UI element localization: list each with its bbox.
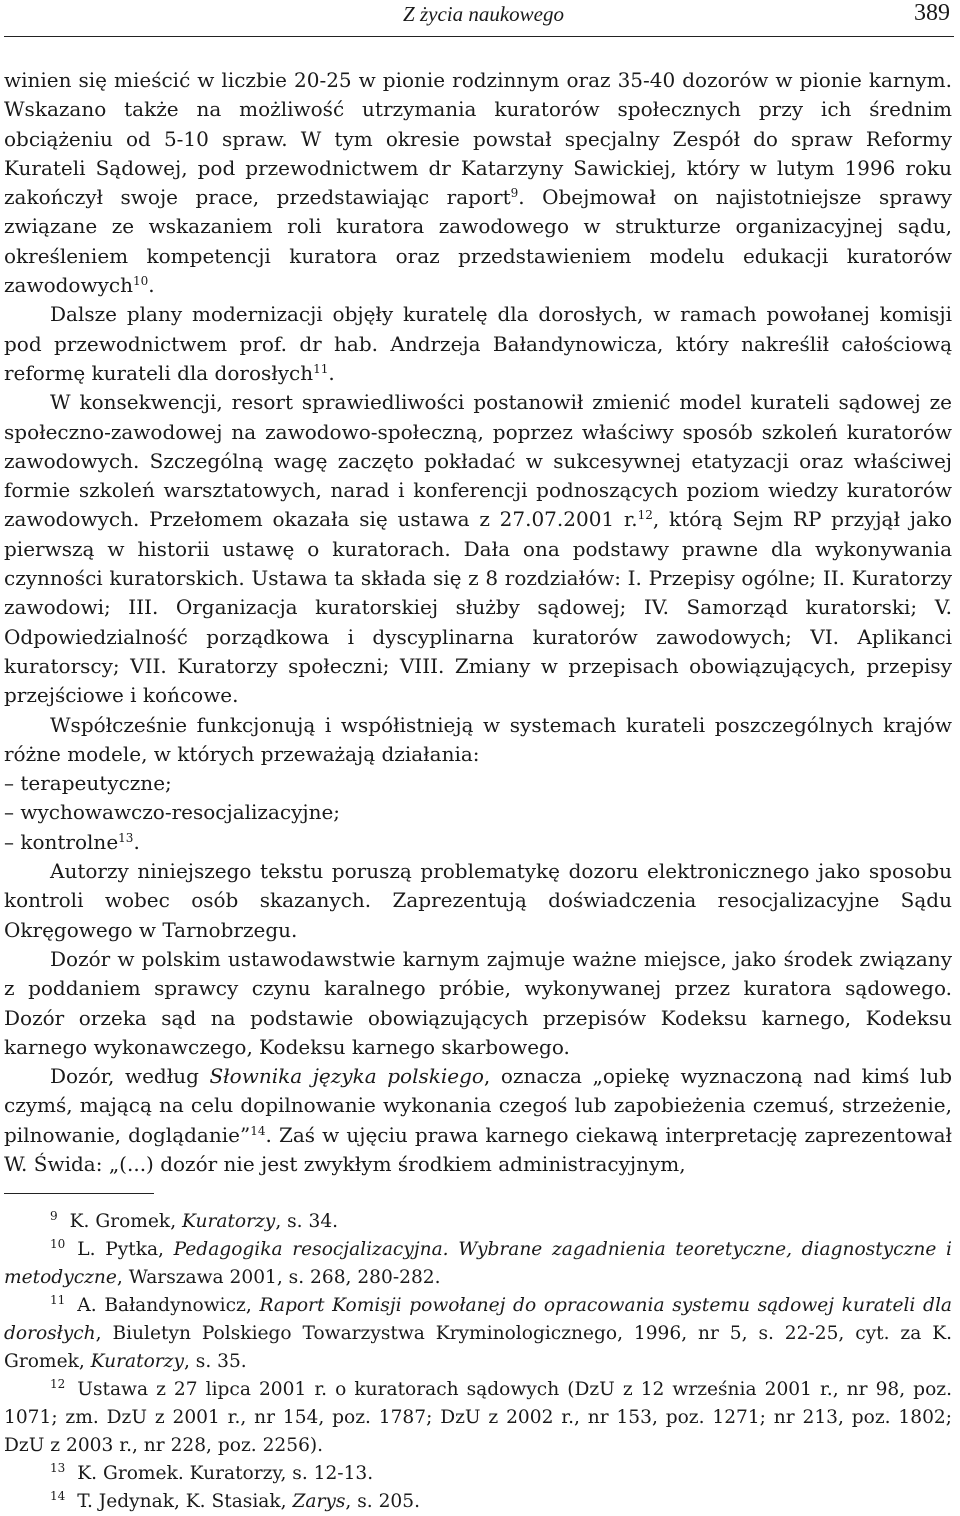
footnote-ref[interactable]: 12 [637,508,653,523]
footnote-12: $^{12}$ Ustawa z 27 lipca 2001 r. o kuratorach sądowych (DzU z 12 września 2001 r., nr 98, poz. 1071; zm. DzU z 2001 r., nr 154, poz. 1787; DzU z 2002 r., nr 153, poz. 1271; nr 213, poz. 1802; DzU z 2003 r., nr 228, poz. 2256). [4,1377,952,1456]
footnote-ref[interactable]: 10 [132,273,149,288]
paragraph: winien się mieścić w liczbie 20-25 w pionie rodzinnym oraz 35-40 dozorów w pionie karnym. Wskazano także na możliwość utrzymania kuratorów społecznych przy ich średnim obciążeniu od 5-10 spraw. W tym okresie powstał specjalny Zespół do spraw Reformy Kurateli Sądowej, pod przewodnictwem dr Katarzyny Sawickiej, który w lutym 1996 roku zakończył swoje prace, przedstawiając raport$^9$. Obejmował on najistotniejsze sprawy związane ze wskazaniem roli kuratora zawodowego w strukturze organizacyjnej sądu, określeniem kompetencji kuratora oraz przedstawieniem modelu edukacji kuratorów zawodowych$^{10}$. [4,68,952,298]
footnote-13: $^{13}$ K. Gromek. Kuratorzy, s. 12-13. [50,1461,374,1484]
footnote-14: $^{14}$ T. Jedynak, K. Stasiak, Zarys, s. 205. [50,1489,420,1512]
paragraph: Dozór w polskim ustawodawstwie karnym zajmuje ważne miejsce, jako środek związany z poddaniem sprawcy czynu karalnego próbie, wykonywanej przez kuratora sądowego. Dozór orzeka sąd na podstawie obowiązujących przepisów Kodeksu karnego, Kodeksu karnego wykonawczego, Kodeksu karnego skarbowego. [4,946,952,1059]
bullet-list [4,769,952,857]
footnote-separator [4,1193,154,1194]
paragraph: W konsekwencji, resort sprawiedliwości postanowił zmienić model kurateli sądowej ze społeczno-zawodowej na zawodowo-społeczną, poprzez właściwy sposób szkoleń kuratorów zawodowych. Szczególną wagę zaczęto pokładać w sukcesywnej etatyzacji oraz właściwej formie szkoleń warsztatowych, narad i konferencji podnoszących poziom wiedzy kuratorów zawodowych. Przełomem okazała się ustawa z 27.07.2001 r.$^{12}$, którą Sejm RP przyjął jako pierwszą w historii ustawę o kuratorach. Dała ona podstawy prawne dla wykonywania czynności kuratorskich. Ustawa ta składa się z 8 rozdziałów: I. Przepisy ogólne; II. Kuratorzy zawodowi; III. Organizacja kuratorskiej służby sądowej; IV. Samorząd kuratorski; V. Odpowiedzialność porządkowa i dyscyplinarna kuratorów zawodowych; VI. Aplikanci kuratorscy; VII. Kuratorzy społeczni; VIII. Zmiany w przepisach obowiązujących, przepisy przejściowe i końcowe. [4,390,953,708]
paragraph: Dozór, według Słownika języka polskiego, oznacza „opiekę wyznaczoną nad kimś lub czymś, mającą na celu dopilnowanie wykonania czegoś lub zapobieżenia czemuś, strzeżenie, pilnowanie, doglądanie”$^{14}$. Zaś w ujęciu prawa karnego ciekawą interpretację zaprezentował W. Świda: „(...) dozór nie jest zwykłym środkiem administracyjnym, [4,1064,952,1176]
list-item: – terapeutyczne; [4,771,172,796]
main-text [4,66,952,1179]
page-number: 389 [914,0,950,26]
paragraph: Autorzy niniejszego tekstu poruszą problematykę dozoru elektronicznego jako sposobu kontroli wobec osób skazanych. Zaprezentują doświadczenia resocjalizacyjne Sądu Okręgowego w Tarnobrzegu. [4,859,952,942]
running-title: Z życia naukowego [403,2,564,26]
footnotes [4,1208,952,1516]
footnote-ref[interactable]: 14 [250,1123,266,1138]
footnote-11: $^{11}$ A. Bałandynowicz, Raport Komisji powołanej do opracowania systemu sądowej kurateli dla dorosłych, Biuletyn Polskiego Towarzystwa Kryminologicznego, 1996, nr 5, s. 22-25, cyt. za K. Gromek, Kuratorzy, s. 35. [4,1293,952,1372]
paragraph: Współcześnie funkcjonują i współistnieją w systemach kurateli poszczególnych krajów różne modele, w których przeważają działania: [4,712,952,766]
footnote-ref[interactable]: 13 [118,830,134,845]
footnote-ref[interactable]: 11 [313,361,329,376]
footnote-ref[interactable]: 9 [510,186,519,200]
list-item: – wychowawczo-resocjalizacyjne; [4,800,341,825]
list-item: – kontrolne$^{13}$. [4,829,140,854]
footnote-10: $^{10}$ L. Pytka, Pedagogika resocjalizacyjna. Wybrane zagadnienia teoretyczne, diagnostyczne i metodyczne, Warszawa 2001, s. 268, 280-282. [4,1237,952,1288]
footnote-9: $^9$ K. Gromek, Kuratorzy, s. 34. [50,1209,339,1232]
page-header [4,0,954,37]
paragraph: Dalsze plany modernizacji objęły kuratelę dla dorosłych, w ramach powołanej komisji pod przewodnictwem prof. dr hab. Andrzeja Bałandynowicza, który nakreślił całościową reformę kurateli dla dorosłych$^{11}$. [4,302,952,385]
